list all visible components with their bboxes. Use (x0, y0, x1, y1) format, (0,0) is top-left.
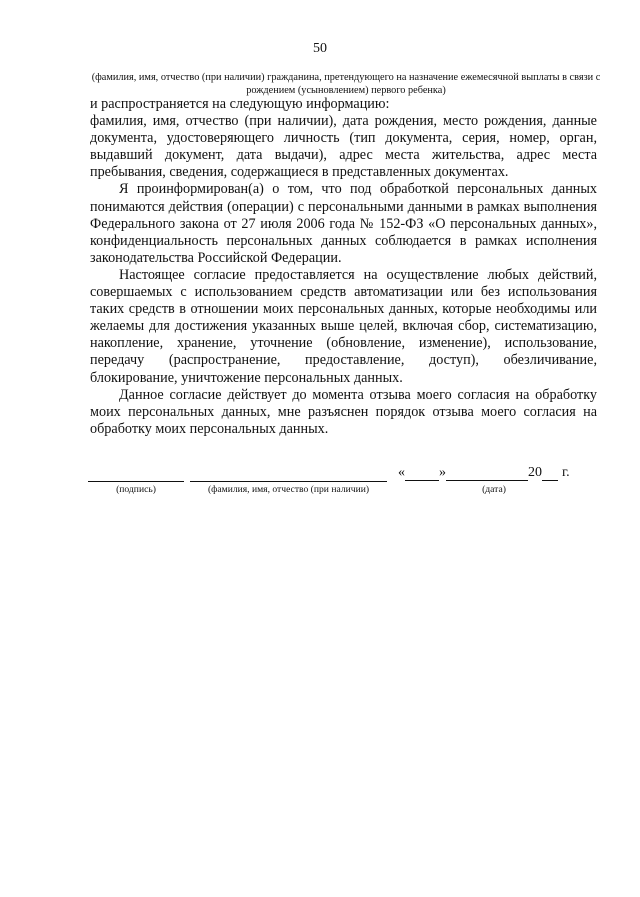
date-year-blank[interactable] (542, 466, 558, 481)
paragraph: Данное согласие действует до момента отзыва моего согласия на обработку моих персональных данных, мне разъяснен порядок отзыва моего согласия на обработку моих персональных данных. (90, 386, 597, 437)
page-number: 50 (313, 41, 327, 56)
document-body (90, 96, 597, 438)
signature-line[interactable] (88, 481, 184, 482)
date-day-blank[interactable] (405, 466, 439, 481)
date-year-prefix: 20 (528, 465, 542, 480)
paragraph: Настоящее согласие предоставляется на осуществление любых действий, совершаемых с использованием средств автоматизации или без использования таких средств в отношении моих персональных данных, которые необходимы или желаемы для достижения указанных выше целей, включая сбор, систематизацию, накопление, хранение, уточнение (обновление, изменение), использование, передачу (распространение, предоставление, доступ), обезличивание, блокирование, уничтожение персональных данных. (90, 266, 597, 386)
date-month-blank[interactable] (446, 466, 528, 481)
paragraph: и распространяется на следующую информацию: (90, 96, 390, 112)
header-note: (фамилия, имя, отчество (при наличии) гражданина, претендующего на назначение ежемесячной выплаты в связи с рождением (усыновлением) первого ребенка) (91, 72, 601, 96)
date-field (398, 465, 570, 481)
full-name-caption: (фамилия, имя, отчество (при наличии) (207, 484, 370, 495)
date-year-suffix: г. (562, 465, 570, 480)
signature-block (0, 464, 640, 504)
paragraph: Я проинформирован(а) о том, что под обработкой персональных данных понимаются действия (операции) с персональными данными в рамках выполнения Федерального закона от 27 июля 2006 года № 152-ФЗ «О персональных данных», конфиденциальность персональных данных соблюдается в рамках исполнения законодательства Российской Федерации. (90, 181, 597, 266)
full-name-line[interactable] (190, 481, 387, 482)
paragraph: фамилия, имя, отчество (при наличии), дата рождения, место рождения, данные документа, удостоверяющего личность (тип документа, серия, номер, орган, выдавший документ, дата выдачи), адрес места жительства, адрес места пребывания, сведения, содержащиеся в представленных документах. (90, 113, 597, 181)
signature-caption: (подпись) (116, 484, 156, 495)
date-open-quote: « (398, 465, 405, 480)
date-caption: (дата) (482, 484, 506, 495)
date-close-quote: » (439, 465, 446, 480)
